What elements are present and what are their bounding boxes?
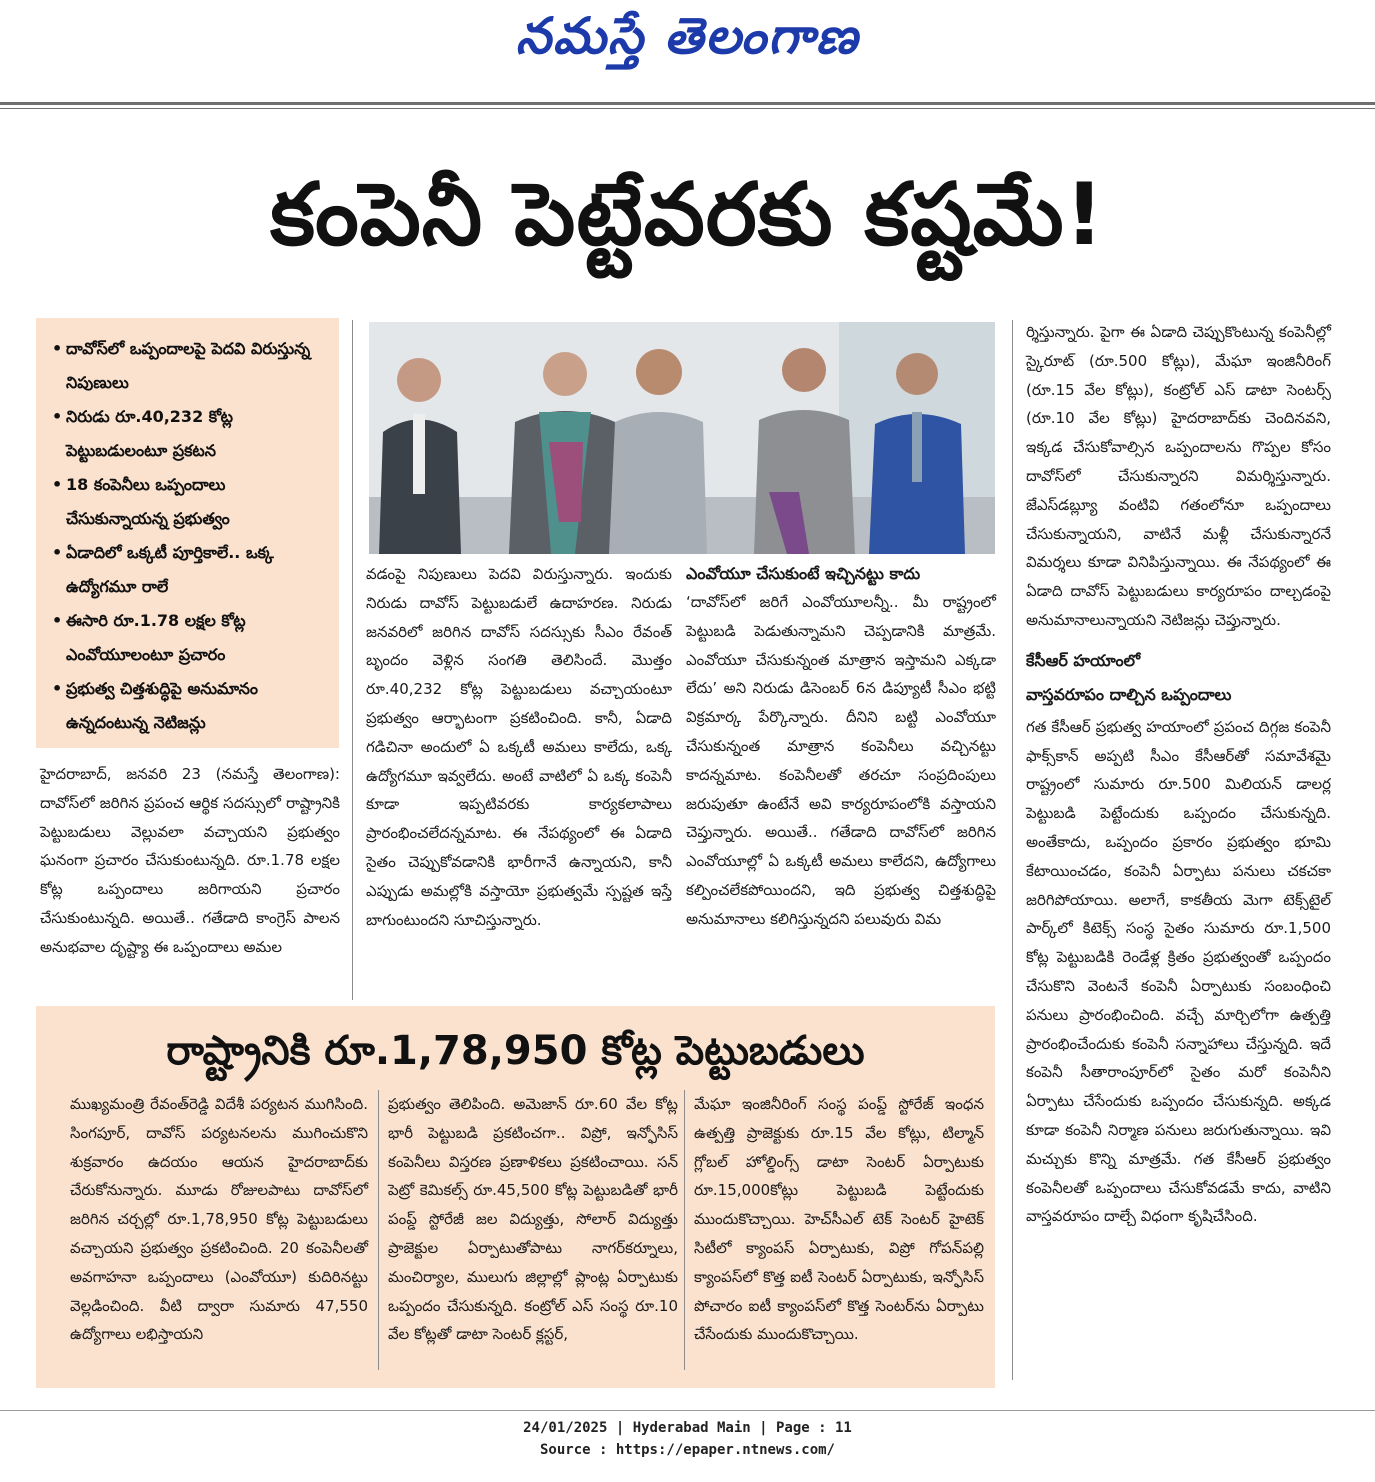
article-subhead: కేసీఆర్ హయాంలో	[1026, 650, 1141, 670]
photo-illustration	[369, 322, 995, 554]
footer-source: Source : https://epaper.ntnews.com/	[539, 1442, 835, 1458]
footer-date-page: 24/01/2025 | Hyderabad Main | Page : 11	[523, 1420, 852, 1436]
sidebar-story-paragraph: ముఖ్యమంత్రి రేవంత్‌రెడ్డి విదేశీ పర్యటన ముగిసింది. సింగపూర్, దావోస్ పర్యటనలను ముగించుకొని శుక్రవారం ఉదయం ఆయన హైదరాబాద్‌కు చేరుకోనున్నారు. మూడు రోజులపాటు దావోస్‌లో జరిగిన చర్చల్లో రూ.1,78,950 కోట్ల పెట్టుబడులు వచ్చాయని ప్రభుత్వం ప్రకటించింది. 20 కంపెనీలతో అవగాహనా ఒప్పందాలు (ఎంవోయూ) కుదిరినట్టు వెల్లడించింది. వీటి ద్వారా సుమారు 47,550 ఉద్యోగాలు లభిస్తాయని	[70, 1095, 368, 1344]
sidebar-story-headline: రాష్ట్రానికి రూ.1,78,950 కోట్ల పెట్టుబడులు	[166, 1028, 865, 1074]
footer-rule	[0, 1410, 1375, 1411]
highlight-item: • ఈసారి రూ.1.78 లక్షల కోట్ల ఎంవోయూలంటూ ప్రచారం	[52, 604, 331, 672]
article-paragraph: ర్శిస్తున్నారు. పైగా ఈ ఏడాది చెప్పుకొంటున్న కంపెనీల్లో స్కైరూట్ (రూ.500 కోట్లు), మేఘా ఇంజినీరింగ్ (రూ.15 వేల కోట్లు), కంట్రోల్ ఎస్ డాటా సెంటర్స్ (రూ.10 వేల కోట్లు) హైదరాబాద్‌కు చెందినవని, ఇక్కడ చేసుకోవాల్సిన ఒప్పందాలను గొప్పల కోసం దావోస్‌లో చేసుకున్నారని విమర్శిస్తున్నారు. జేఎస్‌డబ్ల్యూ వంటివి గతంలోనూ ఒప్పందాలు చేసుకున్నాయని, వాటినే మళ్లీ చేసుకున్నారనే విమర్శలు కూడా వినిపిస్తున్నాయి. ఈ నేపథ్యంలో ఈ ఏడాది దావోస్ పెట్టుబడులు కార్యరూపం దాల్చడంపై అనుమానాలున్నాయని నెటిజన్లు చెప్తున్నారు.	[1026, 323, 1331, 629]
article-subhead: వాస్తవరూపం దాల్చిన ఒప్పందాలు	[1026, 684, 1232, 704]
sidebar-story-paragraph: మేఘా ఇంజినీరింగ్ సంస్థ పంప్డ్ స్టోరేజ్ ఇంధన ఉత్పత్తి ప్రాజెక్టుకు రూ.15 వేల కోట్లు, టిల్మాన్ గ్లోబల్ హోల్డింగ్స్ డాటా సెంటర్ ఏర్పాటుకు రూ.15,000కోట్లు పెట్టుబడి పెట్టేందుకు ముందుకొచ్చాయి. హెచ్‌సీఎల్ టెక్ సెంటర్ హైటెక్ సిటీలో క్యాంపస్ ఏర్పాటుకు, విప్రో గోపన్‌పల్లి క్యాంపస్‌లో కొత్త ఐటీ సెంటర్ ఏర్పాటుకు, ఇన్ఫోసిస్ పోచారం ఐటీ క్యాంపస్‌లో కొత్త సెంటర్‌ను ఏర్పాటు చేసేందుకు ముందుకొచ్చాయి.	[694, 1095, 984, 1344]
sidebar-story-col-1	[70, 1090, 368, 1349]
article-paragraph: ‘దావోస్‌లో జరిగే ఎంవోయూలన్నీ.. మీ రాష్ట్రంలో పెట్టుబడి పెడుతున్నామని చెప్పడానికి మాత్రమే. ఎంవోయూ చేసుకున్నంత మాత్రాన ఇస్తామని ఎక్కడా లేదు’ అని నిరుడు డిసెంబర్ 6న డిప్యూటీ సీఎం భట్టి విక్రమార్క పేర్కొన్నారు. దీనిని బట్టి ఎంవోయూ చేసుకున్నంత మాత్రాన కంపెనీలు వచ్చినట్టు కాదన్నమాట. కంపెనీలతో తరచూ సంప్రదింపులు జరుపుతూ ఉంటేనే అవి కార్యరూపంలోకి వస్తాయని చెప్తున్నారు. అయితే.. గతేడాది దావోస్‌లో జరిగిన ఎంవోయూల్లో ఏ ఒక్కటీ అమలు కాలేదని, ఉద్యోగాలు కల్పించలేకపోయిందని, ఇది ప్రభుత్వ చిత్తశుద్ధిపై అనుమానాలు కలిగిస్తున్నదని పలువురు విమ	[686, 593, 996, 928]
top-rule	[0, 102, 1375, 105]
article-col-3	[686, 560, 996, 934]
highlights-box	[36, 318, 339, 748]
sidebar-story-paragraph: ప్రభుత్వం తెలిపింది. అమెజాన్ రూ.60 వేల కోట్ల భారీ పెట్టుబడి ప్రకటించగా.. విప్రో, ఇన్ఫోసిస్ కంపెనీలు విస్తరణ ప్రణాళికలు ప్రకటించాయి. సన్ పెట్రో కెమికల్స్ రూ.45,500 కోట్ల పెట్టుబడితో భారీ పంప్డ్ స్టోరేజీ జల విద్యుత్తు, సోలార్ విద్యుత్తు ప్రాజెక్టుల ఏర్పాటుతోపాటు నాగర్‌కర్నూలు, మంచిర్యాల, ములుగు జిల్లాల్లో ప్లాంట్ల ఏర్పాటుకు ఒప్పందం చేసుకున్నది. కంట్రోల్ ఎస్ సంస్థ రూ.10 వేల కోట్లతో డాటా సెంటర్ క్లస్టర్,	[388, 1095, 678, 1344]
top-rule-thin	[0, 108, 1375, 109]
sidebar-story-col-3	[694, 1090, 984, 1349]
article-subhead: ఎంవోయూ చేసుకుంటే ఇచ్చినట్టు కాదు	[686, 564, 921, 583]
highlight-item: • ఏడాదిలో ఒక్కటీ పూర్తికాలే.. ఒక్క ఉద్యోగమూ రాలే	[52, 536, 331, 604]
column-divider	[352, 320, 353, 1000]
article-paragraph: హైదరాబాద్, జనవరి 23 (నమస్తే తెలంగాణ): దావోస్‌లో జరిగిన ప్రపంచ ఆర్థిక సదస్సులో రాష్ట్రానికి పెట్టుబడులు వెల్లువలా వచ్చాయని ప్రభుత్వం ఘనంగా ప్రచారం చేసుకుంటున్నది. రూ.1.78 లక్షల కోట్ల ఒప్పందాలు జరిగాయని ప్రచారం చేసుకుంటున్నది. అయితే.. గతేడాది కాంగ్రెస్ పాలన అనుభవాల దృష్ట్యా ఈ ఒప్పందాలు అమల	[40, 765, 340, 956]
highlight-item: • దావోస్‌లో ఒప్పందాలపై పెదవి విరుస్తున్న నిపుణులు	[52, 332, 331, 400]
news-photo	[369, 322, 995, 554]
column-divider	[378, 1090, 379, 1370]
highlight-item: • 18 కంపెనీలు ఒప్పందాలు చేసుకున్నాయన్న ప్రభుత్వం	[52, 468, 331, 536]
highlight-item: • ప్రభుత్వ చిత్తశుద్ధిపై అనుమానం ఉన్నదంటున్న నెటిజన్లు	[52, 672, 331, 740]
column-divider	[1012, 320, 1013, 1380]
headline: కంపెనీ పెట్టేవరకు కష్టమే!	[270, 165, 1105, 265]
masthead: నమస్తే తెలంగాణ	[515, 6, 860, 65]
highlight-item: • నిరుడు రూ.40,232 కోట్ల పెట్టుబడులంటూ ప్రకటన	[52, 400, 331, 468]
article-col-4	[1026, 318, 1331, 1231]
column-divider	[684, 1090, 685, 1370]
article-col-2	[366, 560, 672, 934]
sidebar-story-col-2	[388, 1090, 678, 1349]
article-paragraph: వడంపై నిపుణులు పెదవి విరుస్తున్నారు. ఇందుకు నిరుడు దావోస్ పెట్టుబడులే ఉదాహరణ. నిరుడు జనవరిలో జరిగిన దావోస్ సదస్సుకు సీఎం రేవంత్ బృందం వెళ్లిన సంగతి తెలిసిందే. మొత్తం రూ.40,232 కోట్ల పెట్టుబడులు వచ్చాయంటూ ప్రభుత్వం ఆర్భాటంగా ప్రకటించింది. కానీ, ఏడాది గడిచినా అందులో ఏ ఒక్కటీ అమలు కాలేదు, ఒక్క ఉద్యోగమూ ఇవ్వలేదు. అంటే వాటిలో ఏ ఒక్క కంపెనీ కూడా ఇప్పటివరకు కార్యకలాపాలు ప్రారంభించలేదన్నమాట. ఈ నేపథ్యంలో ఈ ఏడాది సైతం చెప్పుకోవడానికి భారీగానే ఉన్నాయని, కానీ ఎప్పుడు అమల్లోకి వస్తాయో ప్రభుత్వమే స్పష్టత ఇస్తే బాగుంటుందని సూచిస్తున్నారు.	[366, 565, 672, 929]
article-col-1	[40, 760, 340, 962]
article-paragraph: గత కేసీఆర్ ప్రభుత్వ హయాంలో ప్రపంచ దిగ్గజ కంపెనీ ఫాక్స్‌కాన్ అప్పటి సీఎం కేసీఆర్‌తో సమావేశమై రాష్ట్రంలో సుమారు రూ.500 మిలియన్ డాలర్ల పెట్టుబడి పెట్టేందుకు ఒప్పందం చేసుకున్నది. అంతేకాదు, ఒప్పందం ప్రకారం ప్రభుత్వం భూమి కేటాయించడం, కంపెనీ ఏర్పాటు పనులు చకచకా జరిగిపోయాయి. అలాగే, కాకతీయ మెగా టెక్స్‌టైల్ పార్క్‌లో కిటెక్స్ సంస్థ సైతం సుమారు రూ.1,500 కోట్ల పెట్టుబడికి రెండేళ్ల క్రితం ప్రభుత్వంతో ఒప్పందం చేసుకొని వెంటనే కంపెనీ ఏర్పాటుకు సంబంధించి పనులు ప్రారంభించింది. వచ్చే మార్చిలోగా ఉత్పత్తి ప్రారంభించేందుకు కంపెనీ సన్నాహాలు చేస్తున్నది. ఇదే కంపెనీ సీతారాంపూర్‌లో సైతం మరో కంపెనీని ఏర్పాటు చేసేందుకు ఒప్పందం చేసుకున్నది. అక్కడ కూడా కంపెనీ నిర్మాణ పనులు జరుగుతున్నాయి. ఇవి మచ్చుకు కొన్ని మాత్రమే. గత కేసీఆర్ ప్రభుత్వం కంపెనీలతో ఒప్పందాలు చేసుకోవడమే కాదు, వాటిని వాస్తవరూపం దాల్చే విధంగా కృషిచేసింది.	[1026, 717, 1331, 1226]
